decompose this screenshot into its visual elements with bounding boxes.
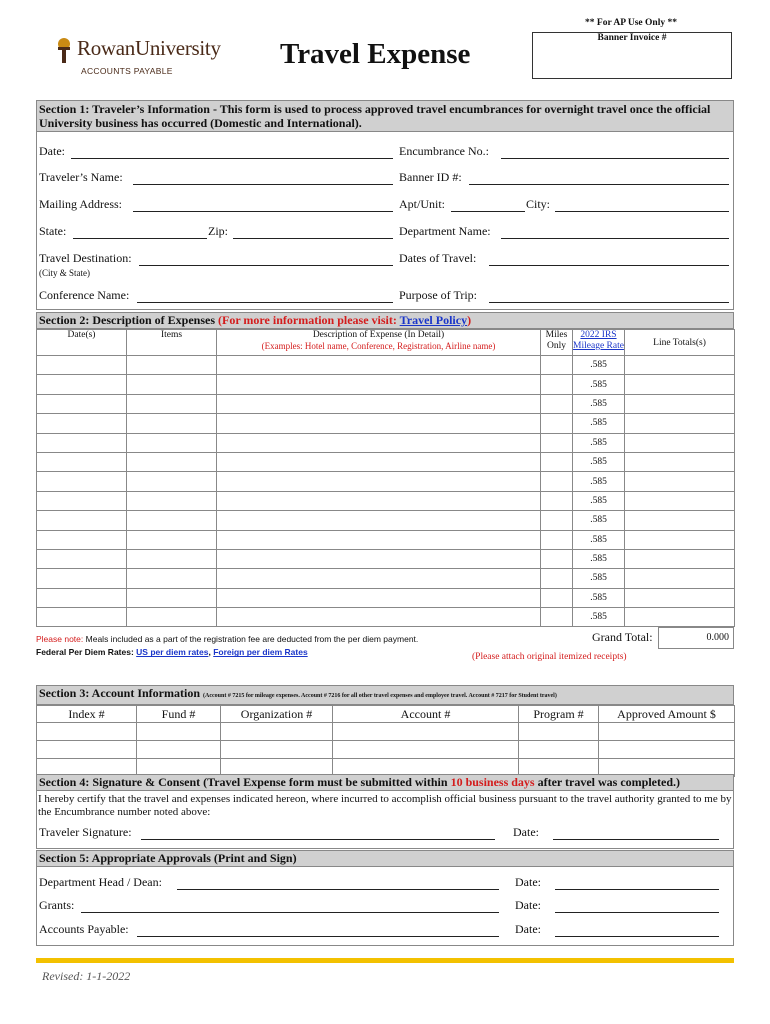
apt-unit-label: Apt/Unit: [399, 197, 446, 211]
grants-label: Grants: [39, 898, 75, 912]
zip-label: Zip: [208, 224, 228, 238]
expense-date-cell[interactable] [37, 414, 127, 433]
expense-date-cell[interactable] [37, 549, 127, 568]
expense-rate-cell: .585 [573, 530, 625, 549]
expense-item-cell[interactable] [127, 394, 217, 413]
account-organization-cell[interactable] [221, 741, 333, 759]
account-approved-amount-cell[interactable] [599, 723, 735, 741]
accounts-payable-field[interactable] [137, 936, 499, 937]
expense-description-cell[interactable] [217, 491, 541, 510]
expense-miles-cell[interactable] [541, 530, 573, 549]
expense-rate-cell: .585 [573, 549, 625, 568]
section-4-body [36, 791, 734, 849]
expense-line-total-cell[interactable] [625, 491, 735, 510]
section-3-note: (Account # 7215 for mileage expenses. Account # 7216 for all other travel expenses and employee travel. Account # 7217 for Student travel) [203, 693, 557, 699]
per-diem-note [36, 634, 418, 644]
section-1 [36, 100, 734, 310]
account-account-cell[interactable] [333, 741, 519, 759]
expense-description-cell[interactable] [217, 375, 541, 394]
purpose-of-trip-label: Purpose of Trip: [399, 288, 478, 302]
conference-name-label: Conference Name: [39, 288, 130, 302]
expense-rate-cell: .585 [573, 375, 625, 394]
expense-date-cell[interactable] [37, 375, 127, 394]
expense-row [37, 491, 735, 510]
col-miles: Miles Only [541, 330, 573, 356]
expense-miles-cell[interactable] [541, 472, 573, 491]
section-4-heading [36, 774, 734, 791]
expense-rate-cell: .585 [573, 433, 625, 452]
expense-item-cell[interactable] [127, 472, 217, 491]
grants-field[interactable] [81, 912, 499, 913]
expense-date-cell[interactable] [37, 356, 127, 375]
expense-item-cell[interactable] [127, 375, 217, 394]
section-1-body [36, 132, 734, 310]
expense-rate-cell: .585 [573, 588, 625, 607]
section-3 [36, 685, 734, 777]
account-index-cell[interactable] [37, 741, 137, 759]
grants-date-field[interactable] [555, 912, 719, 913]
expense-line-total-cell[interactable] [625, 569, 735, 588]
expense-row [37, 511, 735, 530]
expense-line-total-cell[interactable] [625, 588, 735, 607]
travel-policy-link[interactable]: Travel Policy [399, 313, 468, 327]
traveler-signature-field[interactable] [141, 839, 495, 840]
col-program: Program # [519, 706, 599, 723]
encumbrance-label: Encumbrance No.: [399, 144, 489, 158]
irs-rate-link[interactable]: 2022 IRS Mileage Rate [573, 330, 624, 351]
expense-miles-cell[interactable] [541, 433, 573, 452]
account-index-cell[interactable] [37, 723, 137, 741]
logo-name: RowanUniversity [77, 36, 221, 60]
account-account-cell[interactable] [333, 723, 519, 741]
torch-icon [55, 38, 73, 64]
expense-date-cell[interactable] [37, 472, 127, 491]
section-5-body [36, 867, 734, 946]
expense-miles-cell[interactable] [541, 394, 573, 413]
banner-invoice-label: Banner Invoice # [597, 33, 667, 43]
expense-description-cell[interactable] [217, 452, 541, 471]
account-program-cell[interactable] [519, 741, 599, 759]
section-1-heading: Section 1: Traveler’s Information - This form is used to process approved travel encumbrances for overnight travel once the official University business has occurred (Domestic and International). [36, 100, 734, 132]
expenses-body [37, 356, 735, 627]
expense-description-cell[interactable] [217, 414, 541, 433]
accounts-payable-date-label: Date: [515, 922, 541, 936]
expense-item-cell[interactable] [127, 511, 217, 530]
traveler-name-label: Traveler’s Name: [39, 170, 123, 184]
expense-row [37, 569, 735, 588]
apt-unit-field[interactable] [451, 211, 525, 212]
account-row [37, 741, 735, 759]
city-label: City: [526, 197, 551, 211]
dates-of-travel-field[interactable] [489, 265, 729, 266]
expense-description-cell[interactable] [217, 530, 541, 549]
grand-total-label: Grand Total: [592, 630, 653, 645]
expense-date-cell[interactable] [37, 511, 127, 530]
expense-rate-cell: .585 [573, 356, 625, 375]
expense-item-cell[interactable] [127, 356, 217, 375]
section-5 [36, 850, 734, 946]
expense-date-cell[interactable] [37, 608, 127, 627]
accounts-payable-label: Accounts Payable: [39, 922, 129, 936]
account-organization-cell[interactable] [221, 723, 333, 741]
section-3-title: Section 3: Account Information [39, 686, 200, 700]
col-items: Items [127, 330, 217, 356]
certification-text: I hereby certify that the travel and expenses indicated hereon, where incurred to accomplish official business pursuant to the travel authority granted to me by the Encumbrance number noted above: [38, 793, 732, 818]
expense-line-total-cell[interactable] [625, 608, 735, 627]
expense-line-total-cell[interactable] [625, 530, 735, 549]
dept-head-date-field[interactable] [555, 889, 719, 890]
expense-line-total-cell[interactable] [625, 394, 735, 413]
note-text: Meals included as a part of the registration fee are deducted from the per diem payment. [85, 634, 419, 645]
state-label: State: [39, 224, 67, 238]
expense-date-cell[interactable] [37, 394, 127, 413]
traveler-name-field[interactable] [133, 184, 393, 185]
page-title: Travel Expense [280, 38, 471, 70]
more-info-text: (For more information please visit: [218, 313, 397, 327]
account-fund-cell[interactable] [137, 723, 221, 741]
expense-row [37, 530, 735, 549]
expense-date-cell[interactable] [37, 569, 127, 588]
dept-head-field[interactable] [177, 889, 499, 890]
col-description-title: Description of Expense (In Detail) [312, 330, 445, 340]
expense-rate-cell: .585 [573, 511, 625, 530]
expense-row [37, 472, 735, 491]
close-paren: ) [467, 313, 472, 327]
expense-item-cell[interactable] [127, 491, 217, 510]
expense-miles-cell[interactable] [541, 452, 573, 471]
section-3-heading [36, 685, 734, 705]
expense-description-cell[interactable] [217, 569, 541, 588]
department-name-label: Department Name: [399, 224, 491, 238]
expense-line-total-cell[interactable] [625, 511, 735, 530]
expense-date-cell[interactable] [37, 433, 127, 452]
col-account: Account # [333, 706, 519, 723]
purpose-of-trip-field[interactable] [489, 302, 729, 303]
dept-head-date-label: Date: [515, 875, 541, 889]
expense-row [37, 452, 735, 471]
grand-total-value: 0.000 [658, 627, 734, 649]
section-2-title: Section 2: Description of Expenses [39, 313, 215, 327]
dept-head-label: Department Head / Dean: [39, 875, 162, 889]
expense-description-cell[interactable] [217, 511, 541, 530]
col-description [217, 330, 541, 356]
expense-row [37, 588, 735, 607]
expense-item-cell[interactable] [127, 452, 217, 471]
col-index: Index # [37, 706, 137, 723]
expense-miles-cell[interactable] [541, 414, 573, 433]
section-2-footer [36, 627, 734, 667]
banner-id-label: Banner ID #: [399, 170, 462, 184]
expense-miles-cell[interactable] [541, 375, 573, 394]
travel-destination-field[interactable] [139, 265, 393, 266]
expense-miles-cell[interactable] [541, 588, 573, 607]
per-diem-label: Federal Per Diem Rates: [36, 647, 134, 658]
account-fund-cell[interactable] [137, 741, 221, 759]
rowan-logo [55, 36, 235, 80]
expense-miles-cell[interactable] [541, 549, 573, 568]
col-line-totals: Line Totals(s) [625, 330, 735, 356]
expense-rate-cell: .585 [573, 394, 625, 413]
col-fund: Fund # [137, 706, 221, 723]
conference-name-field[interactable] [137, 302, 393, 303]
attach-receipts-note: (Please attach original itemized receipts) [472, 652, 627, 663]
signature-date-label: Date: [513, 825, 539, 839]
col-organization: Organization # [221, 706, 333, 723]
date-field[interactable] [71, 158, 393, 159]
expense-item-cell[interactable] [127, 608, 217, 627]
col-description-examples: (Examples: Hotel name, Conference, Registration, Airline name) [261, 341, 496, 351]
expense-line-total-cell[interactable] [625, 433, 735, 452]
ap-use-only-label: ** For AP Use Only ** [585, 18, 677, 28]
expense-date-cell[interactable] [37, 491, 127, 510]
expense-rate-cell: .585 [573, 608, 625, 627]
expense-item-cell[interactable] [127, 433, 217, 452]
us-per-diem-link[interactable]: US per diem rates [136, 647, 209, 658]
expense-line-total-cell[interactable] [625, 356, 735, 375]
section-4-title: Section 4: Signature & Consent (Travel Expense form must be submitted within [39, 775, 448, 789]
signature-date-field[interactable] [553, 839, 719, 840]
expense-description-cell[interactable] [217, 608, 541, 627]
logo-subtitle: ACCOUNTS PAYABLE [81, 66, 173, 76]
expense-item-cell[interactable] [127, 588, 217, 607]
expense-line-total-cell[interactable] [625, 414, 735, 433]
banner-id-field[interactable] [469, 184, 729, 185]
revised-date: Revised: 1-1-2022 [42, 969, 131, 983]
travel-destination-label: Travel Destination: [39, 251, 132, 265]
expense-row [37, 608, 735, 627]
zip-field[interactable] [233, 238, 393, 239]
state-field[interactable] [73, 238, 207, 239]
account-body [37, 723, 735, 777]
expense-rate-cell: .585 [573, 569, 625, 588]
dates-of-travel-label: Dates of Travel: [399, 251, 477, 265]
expense-description-cell[interactable] [217, 549, 541, 568]
expense-item-cell[interactable] [127, 530, 217, 549]
expense-miles-cell[interactable] [541, 569, 573, 588]
expense-description-cell[interactable] [217, 356, 541, 375]
foreign-per-diem-link[interactable]: Foreign per diem Rates [213, 647, 308, 658]
col-dates: Date(s) [37, 330, 127, 356]
expense-rate-cell: .585 [573, 491, 625, 510]
account-table [36, 705, 735, 777]
expense-description-cell[interactable] [217, 588, 541, 607]
col-irs-rate [573, 330, 625, 356]
expense-miles-cell[interactable] [541, 511, 573, 530]
date-label: Date: [39, 144, 65, 158]
footer-gold-bar [36, 958, 734, 963]
expense-item-cell[interactable] [127, 414, 217, 433]
mailing-address-field[interactable] [133, 211, 393, 212]
account-row [37, 723, 735, 741]
grants-date-label: Date: [515, 898, 541, 912]
expense-description-cell[interactable] [217, 472, 541, 491]
section-4-deadline: 10 business days [450, 775, 535, 789]
expense-miles-cell[interactable] [541, 491, 573, 510]
department-name-field[interactable] [501, 238, 729, 239]
federal-per-diem-row [36, 647, 308, 657]
section-2-heading [36, 312, 734, 329]
expense-item-cell[interactable] [127, 549, 217, 568]
expense-miles-cell[interactable] [541, 356, 573, 375]
account-program-cell[interactable] [519, 723, 599, 741]
expense-date-cell[interactable] [37, 452, 127, 471]
expense-rate-cell: .585 [573, 452, 625, 471]
expense-row [37, 394, 735, 413]
expense-date-cell[interactable] [37, 530, 127, 549]
expense-row [37, 414, 735, 433]
expense-miles-cell[interactable] [541, 608, 573, 627]
expense-line-total-cell[interactable] [625, 549, 735, 568]
encumbrance-field[interactable] [501, 158, 729, 159]
mailing-address-label: Mailing Address: [39, 197, 122, 211]
expense-row [37, 356, 735, 375]
city-field[interactable] [555, 211, 729, 212]
traveler-signature-label: Traveler Signature: [39, 825, 132, 839]
col-approved-amount: Approved Amount $ [599, 706, 735, 723]
expense-item-cell[interactable] [127, 569, 217, 588]
expense-date-cell[interactable] [37, 588, 127, 607]
section-5-heading: Section 5: Appropriate Approvals (Print and Sign) [36, 850, 734, 867]
accounts-payable-date-field[interactable] [555, 936, 719, 937]
expense-line-total-cell[interactable] [625, 452, 735, 471]
account-header-row [37, 706, 735, 723]
expense-line-total-cell[interactable] [625, 472, 735, 491]
expense-description-cell[interactable] [217, 394, 541, 413]
expense-rate-cell: .585 [573, 414, 625, 433]
ap-box[interactable] [532, 32, 732, 79]
account-approved-amount-cell[interactable] [599, 741, 735, 759]
expense-description-cell[interactable] [217, 433, 541, 452]
section-4 [36, 774, 734, 849]
expense-row [37, 549, 735, 568]
comma: , [208, 647, 211, 658]
section-2 [36, 312, 734, 667]
expense-row [37, 433, 735, 452]
expense-rate-cell: .585 [573, 472, 625, 491]
note-prefix: Please note: [36, 634, 84, 645]
expenses-table [36, 329, 735, 627]
expense-line-total-cell[interactable] [625, 375, 735, 394]
section-4-title-end: after travel was completed.) [537, 775, 681, 789]
city-state-hint: (City & State) [39, 268, 90, 278]
expense-row [37, 375, 735, 394]
